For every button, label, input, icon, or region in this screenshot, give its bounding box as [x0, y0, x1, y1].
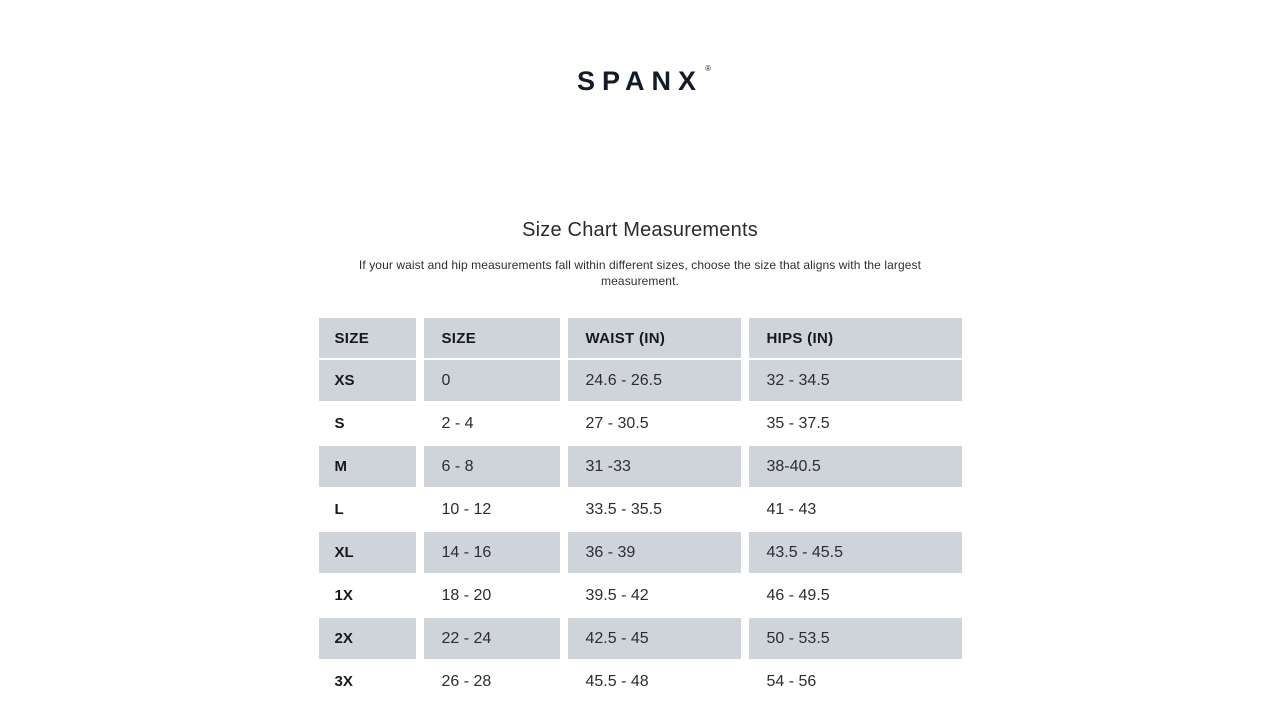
cell-size-label: S: [319, 401, 416, 444]
table-row: [319, 358, 962, 401]
cell-hips: 41 - 43: [741, 487, 962, 530]
table-row: [319, 573, 962, 616]
cell-waist: 42.5 - 45: [560, 616, 741, 659]
cell-hips: 46 - 49.5: [741, 573, 962, 616]
table-row: [319, 444, 962, 487]
cell-size-label: XS: [319, 358, 416, 401]
cell-size-label: L: [319, 487, 416, 530]
table-header-row: [319, 318, 962, 358]
spanx-logo: [576, 64, 712, 97]
cell-hips: 54 - 56: [741, 659, 962, 702]
cell-hips: 35 - 37.5: [741, 401, 962, 444]
cell-size-number: 22 - 24: [416, 616, 560, 659]
table-row: [319, 530, 962, 573]
size-chart-table: [319, 318, 962, 702]
cell-hips: 50 - 53.5: [741, 616, 962, 659]
header-cell-waist: WAIST (IN): [560, 318, 741, 358]
page-subtitle: If your waist and hip measurements fall within different sizes, choose the size that aligns with the largest measurement.: [358, 258, 922, 288]
table-row: [319, 487, 962, 530]
cell-hips: 38-40.5: [741, 444, 962, 487]
cell-waist: 39.5 - 42: [560, 573, 741, 616]
cell-size-number: 6 - 8: [416, 444, 560, 487]
cell-waist: 33.5 - 35.5: [560, 487, 741, 530]
page-title: Size Chart Measurements: [522, 219, 758, 241]
size-chart-section: [319, 216, 962, 702]
cell-waist: 31 -33: [560, 444, 741, 487]
cell-size-number: 14 - 16: [416, 530, 560, 573]
cell-waist: 24.6 - 26.5: [560, 358, 741, 401]
cell-hips: 32 - 34.5: [741, 358, 962, 401]
cell-waist: 36 - 39: [560, 530, 741, 573]
header-cell-size-number: SIZE: [416, 318, 560, 358]
cell-size-label: 3X: [319, 659, 416, 702]
table-row: [319, 401, 962, 444]
cell-waist: 27 - 30.5: [560, 401, 741, 444]
registered-trademark-icon: ®: [705, 64, 712, 73]
spanx-logo-text: SPANX: [576, 66, 704, 96]
header-cell-hips: HIPS (IN): [741, 318, 962, 358]
cell-size-number: 2 - 4: [416, 401, 560, 444]
cell-size-number: 0: [416, 358, 560, 401]
cell-size-label: 2X: [319, 616, 416, 659]
cell-size-label: M: [319, 444, 416, 487]
table-row: [319, 659, 962, 702]
cell-size-number: 10 - 12: [416, 487, 560, 530]
cell-size-number: 18 - 20: [416, 573, 560, 616]
cell-size-label: XL: [319, 530, 416, 573]
cell-waist: 45.5 - 48: [560, 659, 741, 702]
cell-size-number: 26 - 28: [416, 659, 560, 702]
page-header: [0, 0, 1280, 100]
cell-hips: 43.5 - 45.5: [741, 530, 962, 573]
header-cell-size-label: SIZE: [319, 318, 416, 358]
cell-size-label: 1X: [319, 573, 416, 616]
table-row: [319, 616, 962, 659]
